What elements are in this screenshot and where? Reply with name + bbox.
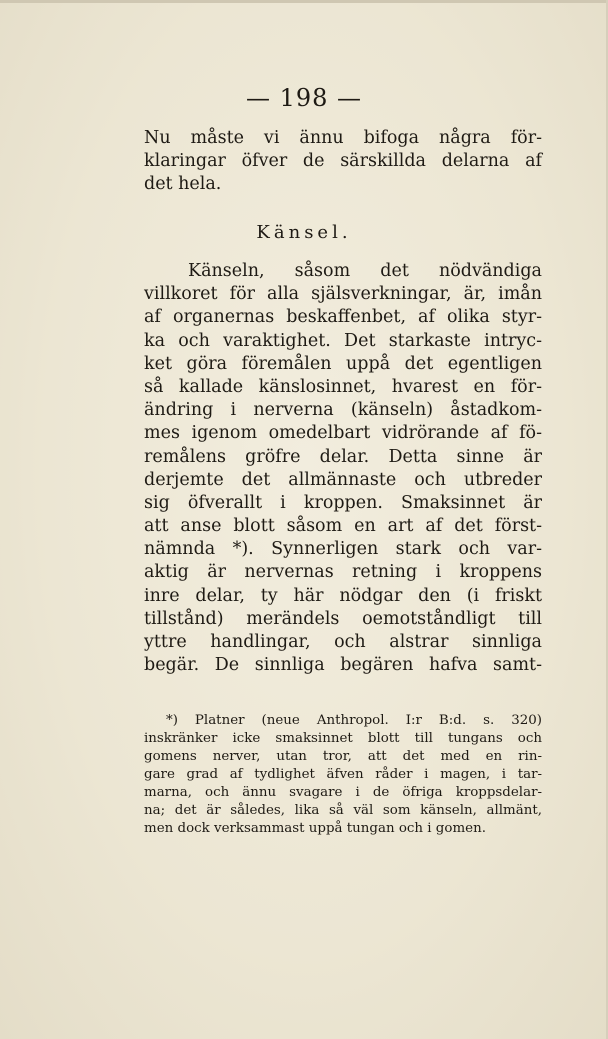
footnote-line: gomens nerver, utan tror, att det med en rin-: [144, 749, 542, 764]
text-line: att anse blott såsom en art af det först-: [144, 516, 542, 537]
page-number-header: — 198 —: [245, 84, 363, 112]
text-line: begär. De sinnliga begären hafva samt-: [144, 655, 542, 676]
intro-paragraph: [144, 127, 542, 197]
text-line: nämnda *). Synnerligen stark och var-: [144, 539, 542, 560]
body-paragraph: [144, 260, 542, 677]
footnote-line: inskränker icke smaksinnet blott till tungans och: [144, 731, 542, 746]
text-line: derjemte det allmännaste och utbreder: [144, 469, 542, 490]
footnote-line: na; det är således, lika så väl som känseln, allmänt,: [144, 803, 542, 818]
text-line: villkoret för alla själsverkningar, är, imån: [144, 284, 542, 305]
text-line: sig öfverallt i kroppen. Smaksinnet är: [144, 492, 542, 513]
text-line: Nu måste vi ännu bifoga några för-: [144, 128, 542, 148]
footnote-line: men dock verksammast uppå tungan och i gomen.: [144, 821, 486, 836]
text-line: remålens gröfre delar. Detta sinne är: [144, 446, 542, 467]
text-line: klaringar öfver de särskillda delarna af: [144, 151, 542, 172]
text-line: mes igenom omedelbart vidrörande af fö-: [144, 423, 542, 444]
footnote: [144, 712, 542, 838]
text-line: yttre handlingar, och alstrar sinnliga: [144, 632, 542, 652]
section-heading: Känsel.: [256, 222, 352, 243]
text-line: ket göra föremålen uppå det egentligen: [144, 353, 542, 374]
text-line: så kallade känslosinnet, hvarest en för-: [144, 376, 542, 397]
text-line: ka och varaktighet. Det starkaste intryc-: [144, 330, 542, 351]
text-line: det hela.: [144, 174, 222, 195]
text-line: aktig är nervernas retning i kroppens: [144, 562, 542, 583]
text-line: Känseln, såsom det nödvändiga: [188, 261, 542, 281]
page-top-edge: [0, 0, 608, 3]
footnote-line: *) Platner (neue Anthropol. I:r B:d. s. 320): [166, 713, 542, 728]
footnote-line: gare grad af tydlighet äfven råder i magen, i tar-: [144, 767, 542, 782]
text-line: tillstånd) merändels oemotståndligt till: [144, 608, 542, 629]
text-line: ändring i nerverna (känseln) åstadkom-: [144, 400, 542, 421]
text-line: inre delar, ty här nödgar den (i friskt: [144, 585, 542, 606]
footnote-line: marna, och ännu svagare i de öfriga kroppsdelar-: [144, 785, 542, 800]
text-line: af organernas beskaffenbet, af olika styr-: [144, 307, 542, 328]
